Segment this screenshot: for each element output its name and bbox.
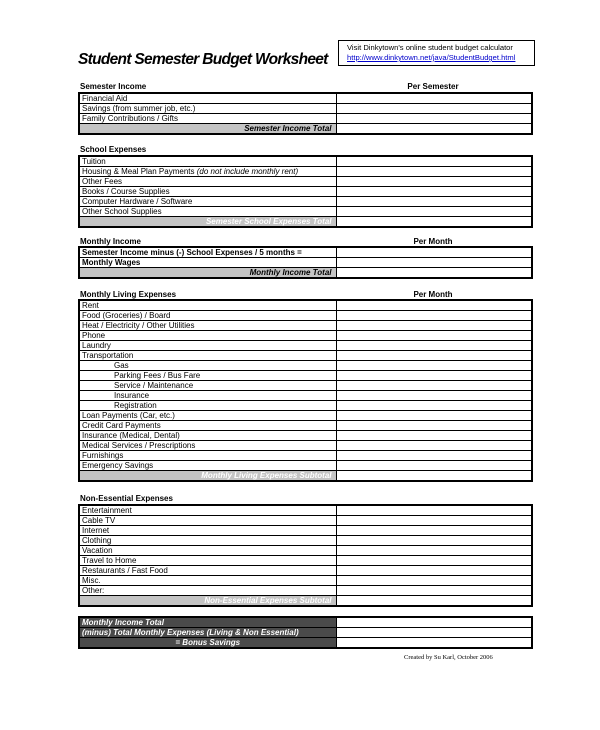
row-label: Savings (from summer job, etc.)	[79, 104, 336, 114]
amount-cell[interactable]	[336, 351, 532, 361]
row-label: Heat / Electricity / Other Utilities	[79, 321, 336, 331]
row-label: Clothing	[79, 536, 336, 546]
semester-income-table	[78, 92, 533, 135]
row-label: Restaurants / Fast Food	[79, 566, 336, 576]
summary-income-label: Monthly Income Total	[79, 617, 336, 628]
row-label: Laundry	[79, 341, 336, 351]
row-label: Misc.	[79, 576, 336, 586]
table-row	[79, 331, 532, 341]
row-label: Emergency Savings	[79, 461, 336, 471]
living-expenses-table	[78, 299, 533, 482]
page-title: Student Semester Budget Worksheet	[78, 51, 328, 68]
table-row	[79, 104, 532, 114]
table-row	[79, 197, 532, 207]
summary-row	[79, 638, 532, 649]
row-label: Tuition	[79, 156, 336, 167]
monthly-income-table	[78, 246, 533, 279]
amount-cell[interactable]	[336, 114, 532, 124]
table-row	[79, 546, 532, 556]
row-label: Other Fees	[79, 177, 336, 187]
amount-cell[interactable]	[336, 207, 532, 217]
row-label: Insurance (Medical, Dental)	[79, 431, 336, 441]
amount-cell[interactable]	[336, 300, 532, 311]
table-row	[79, 516, 532, 526]
non-essential-total-cell[interactable]	[336, 596, 532, 607]
amount-cell[interactable]	[336, 566, 532, 576]
table-row	[79, 247, 532, 258]
amount-cell[interactable]	[336, 93, 532, 104]
table-row	[79, 207, 532, 217]
housing-note: (do not include monthly rent)	[196, 167, 299, 176]
bonus-savings-cell[interactable]	[336, 638, 532, 649]
amount-cell[interactable]	[336, 167, 532, 177]
table-row	[79, 381, 532, 391]
amount-cell[interactable]	[336, 421, 532, 431]
row-label: Semester Income minus (-) School Expenses / 5 months =	[79, 247, 336, 258]
living-expenses-total-cell[interactable]	[336, 471, 532, 482]
row-label: Vacation	[79, 546, 336, 556]
table-row	[79, 441, 532, 451]
amount-cell[interactable]	[336, 441, 532, 451]
row-label: Food (Groceries) / Board	[79, 311, 336, 321]
bonus-savings-label: = Bonus Savings	[79, 638, 336, 649]
semester-income-total-label: Semester Income Total	[79, 124, 336, 135]
row-label: Computer Hardware / Software	[79, 197, 336, 207]
row-label: Insurance	[79, 391, 336, 401]
row-label: Monthly Wages	[79, 258, 336, 268]
table-row	[79, 586, 532, 596]
semester-income-total-cell[interactable]	[336, 124, 532, 135]
amount-cell[interactable]	[336, 411, 532, 421]
row-label: Rent	[79, 300, 336, 311]
row-label: Other:	[79, 586, 336, 596]
table-row	[79, 526, 532, 536]
table-row	[79, 300, 532, 311]
row-label: Books / Course Supplies	[79, 187, 336, 197]
row-label: Furnishings	[79, 451, 336, 461]
school-expenses-table	[78, 155, 533, 228]
calculator-link-box	[338, 40, 535, 66]
amount-cell[interactable]	[336, 177, 532, 187]
amount-cell[interactable]	[336, 197, 532, 207]
row-label: Credit Card Payments	[79, 421, 336, 431]
amount-cell[interactable]	[336, 526, 532, 536]
table-row	[79, 187, 532, 197]
row-label: Other School Supplies	[79, 207, 336, 217]
table-row	[79, 114, 532, 124]
amount-cell[interactable]	[336, 431, 532, 441]
summary-expenses-cell[interactable]	[336, 628, 532, 638]
row-label: Service / Maintenance	[79, 381, 336, 391]
table-row	[79, 321, 532, 331]
row-label: Entertainment	[79, 505, 336, 516]
living-expenses-total-label: Monthly Living Expenses Subtotal	[79, 471, 336, 482]
table-row	[79, 421, 532, 431]
summary-income-cell[interactable]	[336, 617, 532, 628]
credit-line: Created by Su Karl, October 2006	[404, 654, 493, 661]
row-label: Medical Services / Prescriptions	[79, 441, 336, 451]
monthly-income-heading: Monthly Income	[80, 237, 141, 246]
amount-cell[interactable]	[336, 331, 532, 341]
amount-cell[interactable]	[336, 546, 532, 556]
table-row	[79, 258, 532, 268]
amount-cell[interactable]	[336, 536, 532, 546]
monthly-income-total-label: Monthly Income Total	[79, 268, 336, 279]
amount-cell[interactable]	[336, 187, 532, 197]
monthly-income-total-cell[interactable]	[336, 268, 532, 279]
amount-cell[interactable]	[336, 258, 532, 268]
table-row	[79, 93, 532, 104]
amount-cell[interactable]	[336, 381, 532, 391]
table-row	[79, 505, 532, 516]
living-expenses-heading: Monthly Living Expenses	[80, 290, 177, 299]
table-row	[79, 167, 532, 177]
row-label: Cable TV	[79, 516, 336, 526]
row-label: Phone	[79, 331, 336, 341]
row-label: Internet	[79, 526, 336, 536]
semester-income-heading: Semester Income	[80, 82, 147, 91]
school-expenses-total-label: Semester School Expenses Total	[79, 217, 336, 228]
row-label	[79, 167, 336, 177]
table-row	[79, 351, 532, 361]
school-expenses-heading: School Expenses	[80, 145, 147, 154]
row-label: Parking Fees / Bus Fare	[79, 371, 336, 381]
summary-expenses-label: (minus) Total Monthly Expenses (Living & Non Essential)	[79, 628, 336, 638]
housing-label: Housing & Meal Plan Payments	[82, 167, 195, 176]
amount-cell[interactable]	[336, 401, 532, 411]
amount-cell[interactable]	[336, 371, 532, 381]
total-row	[79, 124, 532, 135]
amount-cell[interactable]	[336, 586, 532, 596]
amount-cell[interactable]	[336, 391, 532, 401]
total-row	[79, 268, 532, 279]
row-label: Financial Aid	[79, 93, 336, 104]
amount-cell[interactable]	[336, 247, 532, 258]
row-label: Family Contributions / Gifts	[79, 114, 336, 124]
table-row	[79, 451, 532, 461]
table-row	[79, 371, 532, 381]
row-label: Registration	[79, 401, 336, 411]
amount-cell[interactable]	[336, 311, 532, 321]
row-label: Gas	[79, 361, 336, 371]
total-row	[79, 471, 532, 482]
amount-cell[interactable]	[336, 451, 532, 461]
non-essential-heading: Non-Essential Expenses	[80, 494, 173, 503]
amount-cell[interactable]	[336, 321, 532, 331]
row-label: Travel to Home	[79, 556, 336, 566]
amount-cell[interactable]	[336, 341, 532, 351]
per-month-label: Per Month	[413, 237, 453, 246]
table-row	[79, 156, 532, 167]
amount-cell[interactable]	[336, 104, 532, 114]
table-row	[79, 576, 532, 586]
visit-text: Visit Dinkytown's online student budget calculator	[347, 43, 513, 52]
school-expenses-total-cell[interactable]	[336, 217, 532, 228]
table-row	[79, 341, 532, 351]
table-row	[79, 401, 532, 411]
table-row	[79, 391, 532, 401]
amount-cell[interactable]	[336, 516, 532, 526]
row-label: Transportation	[79, 351, 336, 361]
non-essential-total-label: Non-Essential Expenses Subtotal	[79, 596, 336, 607]
amount-cell[interactable]	[336, 461, 532, 471]
amount-cell[interactable]	[336, 556, 532, 566]
table-row	[79, 431, 532, 441]
table-row	[79, 556, 532, 566]
table-row	[79, 461, 532, 471]
total-row	[79, 596, 532, 607]
summary-row	[79, 628, 532, 638]
amount-cell[interactable]	[336, 505, 532, 516]
per-month-label-2: Per Month	[413, 290, 453, 299]
amount-cell[interactable]	[336, 361, 532, 371]
amount-cell[interactable]	[336, 576, 532, 586]
table-row	[79, 536, 532, 546]
calculator-link[interactable]: http://www.dinkytown.net/java/StudentBudget.html	[347, 53, 516, 62]
non-essential-table	[78, 504, 533, 607]
table-row	[79, 361, 532, 371]
per-semester-label: Per Semester	[407, 82, 459, 91]
table-row	[79, 311, 532, 321]
row-label: Loan Payments (Car, etc.)	[79, 411, 336, 421]
total-row	[79, 217, 532, 228]
summary-table	[78, 616, 533, 649]
amount-cell[interactable]	[336, 156, 532, 167]
summary-row	[79, 617, 532, 628]
table-row	[79, 177, 532, 187]
table-row	[79, 566, 532, 576]
table-row	[79, 411, 532, 421]
